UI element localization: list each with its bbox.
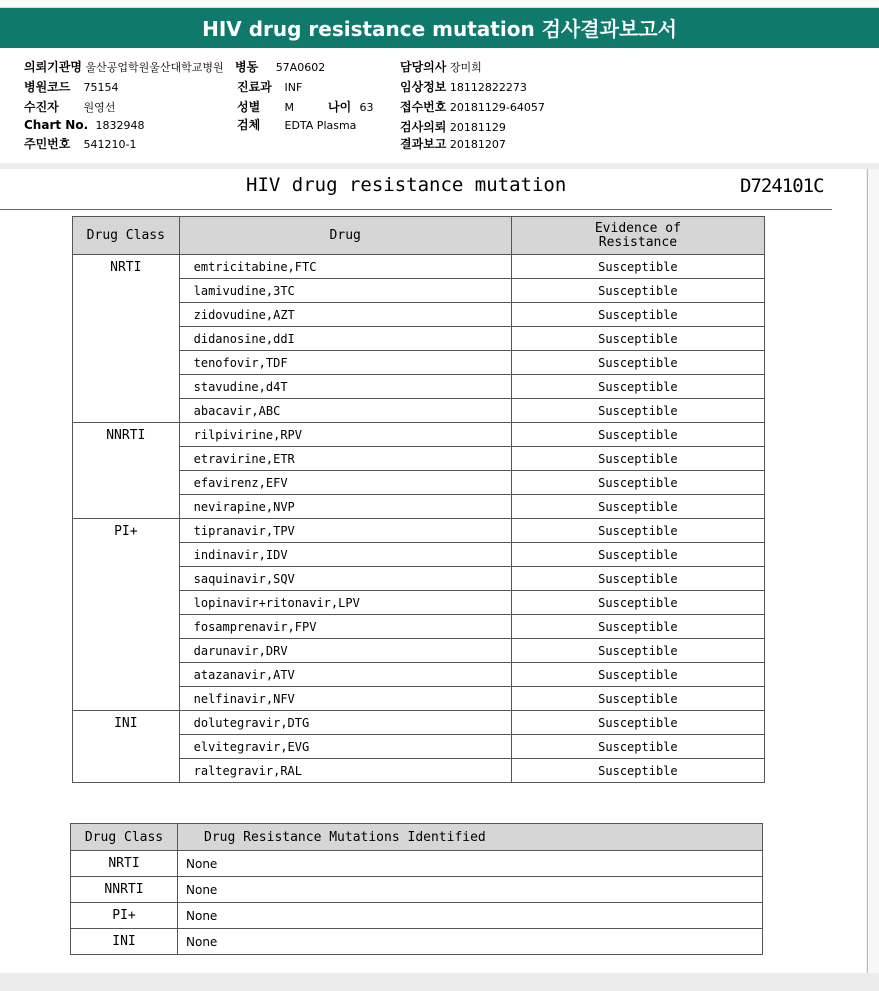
resistance-result-cell: Susceptible: [511, 663, 764, 687]
bottom-strip: [0, 973, 879, 991]
header-drug: Drug: [179, 217, 511, 255]
resistance-result-cell: Susceptible: [511, 615, 764, 639]
drug-name-cell: emtricitabine,FTC: [179, 255, 511, 279]
resistance-result-cell: Susceptible: [511, 255, 764, 279]
resistance-result-cell: Susceptible: [511, 639, 764, 663]
drug-name-cell: dolutegravir,DTG: [179, 711, 511, 735]
mutation-class-cell: PI+: [71, 903, 178, 929]
clinical-info: 임상정보 18112822273: [400, 80, 527, 94]
top-strip: [0, 0, 879, 8]
mutations-header-identified: Drug Resistance Mutations Identified: [178, 824, 763, 851]
resistance-result-cell: Susceptible: [511, 591, 764, 615]
drug-name-cell: didanosine,ddI: [179, 327, 511, 351]
resistance-result-cell: Susceptible: [511, 351, 764, 375]
resistance-result-cell: Susceptible: [511, 687, 764, 711]
drug-name-cell: tenofovir,TDF: [179, 351, 511, 375]
drug-name-cell: nelfinavir,NFV: [179, 687, 511, 711]
resistance-result-cell: Susceptible: [511, 303, 764, 327]
sex: 성별 M: [237, 100, 294, 114]
drug-name-cell: atazanavir,ATV: [179, 663, 511, 687]
mutation-value-cell: None: [178, 851, 763, 877]
mutations-row: [71, 929, 763, 955]
mutation-class-cell: INI: [71, 929, 178, 955]
drug-name-cell: lamivudine,3TC: [179, 279, 511, 303]
report-body: [0, 169, 866, 973]
chart-no: Chart No. 1832948: [24, 118, 145, 132]
drug-name-cell: efavirenz,EFV: [179, 471, 511, 495]
report-title: HIV drug resistance mutation: [246, 174, 567, 196]
department: 진료과 INF: [237, 80, 303, 94]
resistance-result-cell: Susceptible: [511, 399, 764, 423]
report-banner: [0, 8, 879, 48]
resistance-result-cell: Susceptible: [511, 519, 764, 543]
drug-name-cell: darunavir,DRV: [179, 639, 511, 663]
resistance-result-cell: Susceptible: [511, 375, 764, 399]
mutation-class-cell: NNRTI: [71, 877, 178, 903]
right-scroll-area[interactable]: [867, 169, 879, 973]
resistance-result-cell: Susceptible: [511, 471, 764, 495]
report-code: D724101C: [740, 175, 824, 197]
resistance-result-cell: Susceptible: [511, 543, 764, 567]
mutations-header-class: Drug Class: [71, 824, 178, 851]
drug-name-cell: saquinavir,SQV: [179, 567, 511, 591]
drug-name-cell: raltegravir,RAL: [179, 759, 511, 783]
drug-name-cell: lopinavir+ritonavir,LPV: [179, 591, 511, 615]
requesting-institution: 의뢰기관명 울산공업학원울산대학교병원: [24, 60, 224, 74]
resistance-result-cell: Susceptible: [511, 447, 764, 471]
resistance-result-cell: Susceptible: [511, 495, 764, 519]
mutations-row: [71, 851, 763, 877]
drug-class-cell: INI: [73, 711, 180, 783]
hospital-code: 병원코드 75154: [24, 80, 119, 94]
doctor: 담당의사 장미희: [400, 60, 482, 74]
drug-name-cell: abacavir,ABC: [179, 399, 511, 423]
mutation-value-cell: None: [178, 903, 763, 929]
resistance-result-cell: Susceptible: [511, 279, 764, 303]
drug-name-cell: indinavir,IDV: [179, 543, 511, 567]
table-row: [73, 255, 765, 279]
header-evidence-text: Evidence of Resistance: [594, 220, 681, 250]
title-rule: [0, 209, 832, 210]
mutations-row: [71, 877, 763, 903]
mutation-value-cell: None: [178, 877, 763, 903]
table-row: [73, 519, 765, 543]
patient-info-panel: [0, 48, 879, 163]
age: 나이 63: [328, 100, 374, 114]
table-row: [73, 423, 765, 447]
banner-title: HIV drug resistance mutation 검사결과보고서: [202, 17, 677, 41]
resistance-result-cell: Susceptible: [511, 327, 764, 351]
resistance-result-cell: Susceptible: [511, 567, 764, 591]
mutations-header-row: [71, 824, 763, 851]
header-evidence: [511, 217, 764, 255]
drug-name-cell: fosamprenavir,FPV: [179, 615, 511, 639]
drug-name-cell: zidovudine,AZT: [179, 303, 511, 327]
resistance-result-cell: Susceptible: [511, 759, 764, 783]
drug-class-cell: PI+: [73, 519, 180, 711]
drug-name-cell: nevirapine,NVP: [179, 495, 511, 519]
resistance-result-cell: Susceptible: [511, 711, 764, 735]
mutations-table: [70, 823, 763, 955]
test-request: 검사의뢰 20181129: [400, 120, 506, 134]
drug-name-cell: etravirine,ETR: [179, 447, 511, 471]
drug-resistance-table: [72, 216, 765, 783]
specimen: 검체 EDTA Plasma: [237, 118, 357, 132]
resident-no: 주민번호 541210-1: [24, 137, 137, 151]
ward: 병동 57A0602: [235, 60, 326, 74]
drug-name-cell: rilpivirine,RPV: [179, 423, 511, 447]
drug-class-cell: NRTI: [73, 255, 180, 423]
drug-name-cell: stavudine,d4T: [179, 375, 511, 399]
header-drug-class: Drug Class: [73, 217, 180, 255]
result-report: 결과보고 20181207: [400, 137, 506, 151]
receipt-no: 접수번호 20181129-64057: [400, 100, 545, 114]
resistance-result-cell: Susceptible: [511, 423, 764, 447]
table-row: [73, 711, 765, 735]
mutations-row: [71, 903, 763, 929]
resistance-result-cell: Susceptible: [511, 735, 764, 759]
mutation-value-cell: None: [178, 929, 763, 955]
drug-name-cell: elvitegravir,EVG: [179, 735, 511, 759]
examinee: 수진자 원영선: [24, 100, 116, 114]
drug-class-cell: NNRTI: [73, 423, 180, 519]
drug-name-cell: tipranavir,TPV: [179, 519, 511, 543]
table-header-row: [73, 217, 765, 255]
mutation-class-cell: NRTI: [71, 851, 178, 877]
